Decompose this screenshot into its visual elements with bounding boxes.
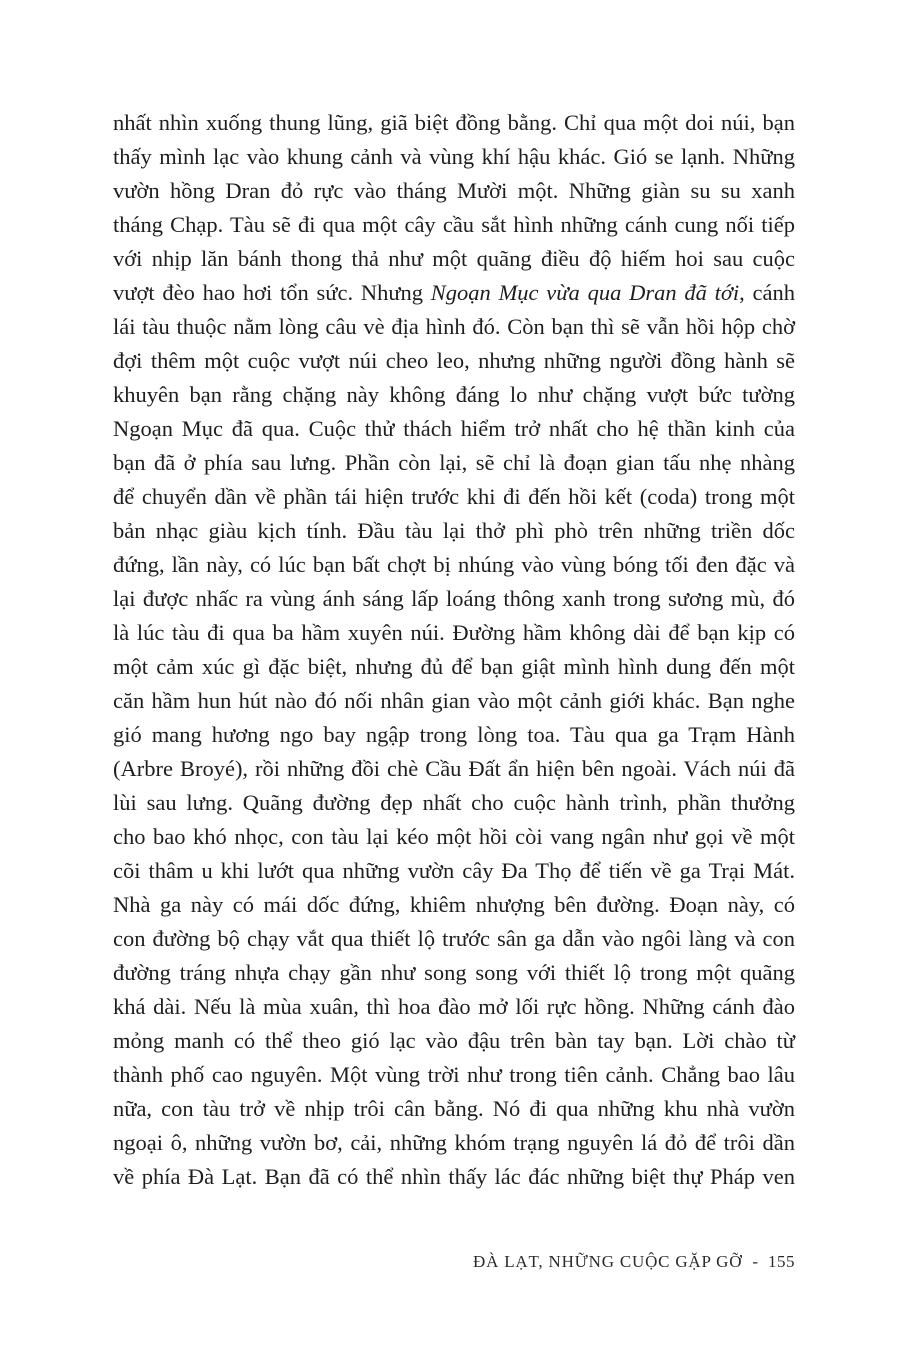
text-line: Ngoạn Mục đã qua. Cuộc thử thách hiểm trở nhất cho hệ thần kinh của <box>113 416 795 441</box>
text-line: là lúc tàu đi qua ba hầm xuyên núi. Đường hầm không dài để bạn kịp có <box>113 620 795 645</box>
text-line: bạn đã ở phía sau lưng. Phần còn lại, sẽ chỉ là đoạn gian tấu nhẹ nhàng <box>113 450 795 475</box>
text-line: (Arbre Broyé), rồi những đồi chè Cầu Đất ẩn hiện bên ngoài. Vách núi đã <box>113 756 795 781</box>
text-line: đợi thêm một cuộc vượt núi cheo leo, nhưng những người đồng hành sẽ <box>113 348 795 373</box>
text-line: con đường bộ chạy vắt qua thiết lộ trước sân ga dẫn vào ngôi làng và con <box>113 926 795 951</box>
italic-phrase: Ngoạn Mục vừa qua Dran đã tới <box>430 280 740 305</box>
text-line: đường tráng nhựa chạy gần như song song với thiết lộ trong một quãng <box>113 960 795 985</box>
text-line: căn hầm hun hút nào đó nối nhân gian vào một cảnh giới khác. Bạn nghe <box>113 688 795 713</box>
text-line: vườn hồng Dran đỏ rực vào tháng Mười một. Những giàn su su xanh <box>113 178 795 203</box>
text-line: khuyên bạn rằng chặng này không đáng lo như chặng vượt bức tường <box>113 382 795 407</box>
text-line: Nhà ga này có mái dốc đứng, khiêm nhượng bên đường. Đoạn này, có <box>113 892 795 917</box>
page-number: 155 <box>768 1252 795 1271</box>
text-line: để chuyển dần về phần tái hiện trước khi đi đến hồi kết (coda) trong một <box>113 484 795 509</box>
text-line: một cảm xúc gì đặc biệt, nhưng đủ để bạn giật mình hình dung đến một <box>113 654 795 679</box>
text-line-with-italic <box>113 276 795 310</box>
text-line: tháng Chạp. Tàu sẽ đi qua một cây cầu sắt hình những cánh cung nối tiếp <box>113 212 795 237</box>
footer-separator: - <box>752 1252 758 1271</box>
text-line: thấy mình lạc vào khung cảnh và vùng khí hậu khác. Gió se lạnh. Những <box>113 144 795 169</box>
text-line: khá dài. Nếu là mùa xuân, thì hoa đào mở lối rực hồng. Những cánh đào <box>113 994 795 1019</box>
text-line: bản nhạc giàu kịch tính. Đầu tàu lại thở phì phò trên những triền dốc <box>113 518 795 543</box>
text-line: thành phố cao nguyên. Một vùng trời như trong tiên cảnh. Chẳng bao lâu <box>113 1062 795 1087</box>
text-line: nhất nhìn xuống thung lũng, giã biệt đồng bằng. Chỉ qua một doi núi, bạn <box>113 110 795 135</box>
text-line: về phía Đà Lạt. Bạn đã có thể nhìn thấy lác đác những biệt thự Pháp ven <box>113 1164 795 1189</box>
running-footer <box>113 1251 795 1273</box>
text-line: với nhịp lăn bánh thong thả như một quãng điều độ hiếm hoi sau cuộc <box>113 246 795 271</box>
text-line: nữa, con tàu trở về nhịp trôi cân bằng. Nó đi qua những khu nhà vườn <box>113 1096 795 1121</box>
text-line: gió mang hương ngo bay ngập trong lòng toa. Tàu qua ga Trạm Hành <box>113 722 795 747</box>
text-segment: vượt đèo hao hơi tổn sức. Nhưng <box>113 280 431 305</box>
footer-section-title: ĐÀ LẠT, NHỮNG CUỘC GẶP GỠ <box>473 1252 743 1271</box>
text-segment: , cánh <box>739 280 795 305</box>
text-line: cho bao khó nhọc, con tàu lại kéo một hồi còi vang ngân như gọi về một <box>113 824 795 849</box>
text-line: ngoại ô, những vườn bơ, cải, những khóm trạng nguyên lá đỏ để trôi dần <box>113 1130 795 1155</box>
body-text <box>113 106 795 1194</box>
text-line: lùi sau lưng. Quãng đường đẹp nhất cho cuộc hành trình, phần thưởng <box>113 790 795 815</box>
text-line: mỏng manh có thể theo gió lạc vào đậu trên bàn tay bạn. Lời chào từ <box>113 1028 795 1053</box>
text-line: đứng, lần này, có lúc bạn bất chợt bị nhúng vào vùng bóng tối đen đặc và <box>113 552 795 577</box>
text-line: cõi thâm u khi lướt qua những vườn cây Đa Thọ để tiến về ga Trại Mát. <box>113 858 795 883</box>
text-line: lái tàu thuộc nằm lòng câu vè địa hình đó. Còn bạn thì sẽ vẫn hồi hộp chờ <box>113 314 795 339</box>
text-line: lại được nhấc ra vùng ánh sáng lấp loáng thông xanh trong sương mù, đó <box>113 586 795 611</box>
